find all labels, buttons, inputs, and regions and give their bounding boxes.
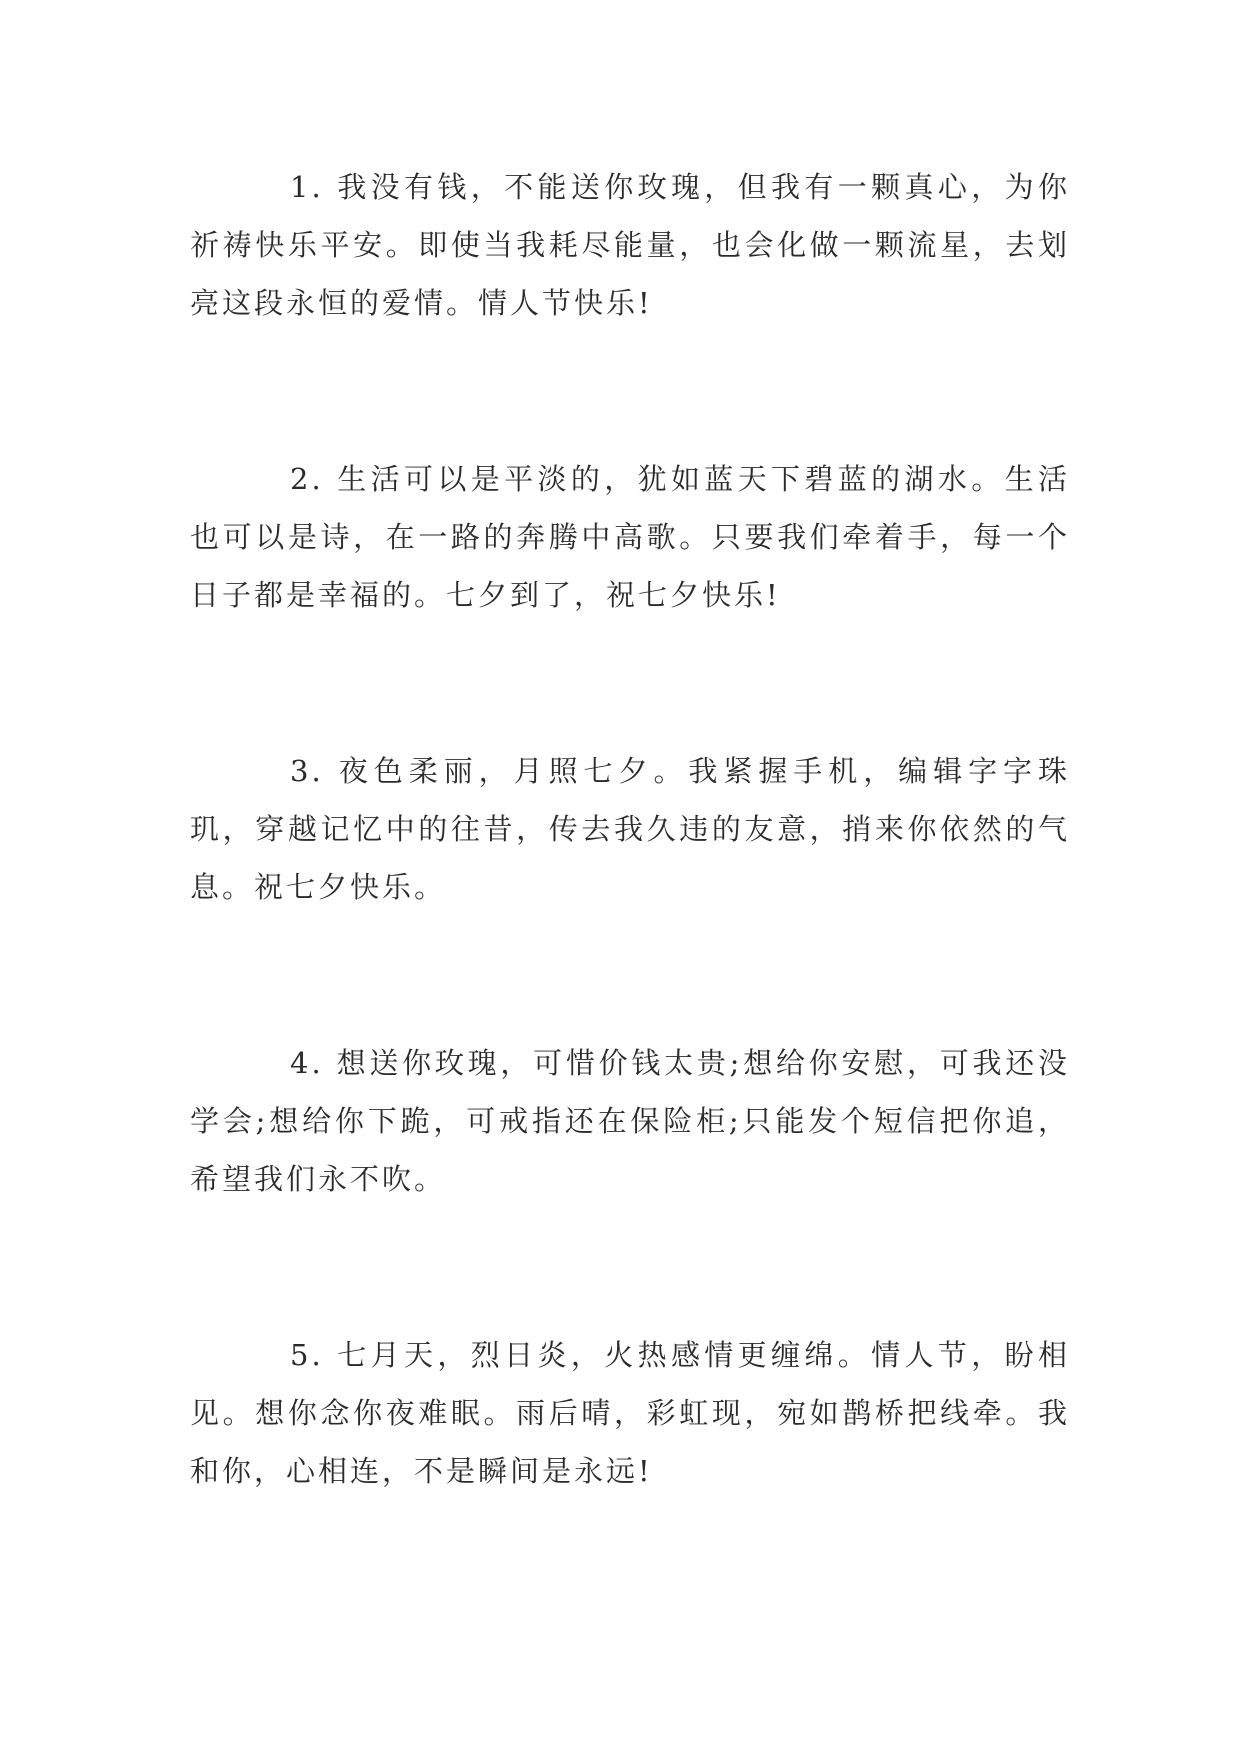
paragraph-2: 2. 生活可以是平淡的，犹如蓝天下碧蓝的湖水。生活也可以是诗，在一路的奔腾中高歌。只要我们牵着手，每一个日子都是幸福的。七夕到了，祝七夕快乐! [190,462,1070,612]
paragraph-3: 3. 夜色柔丽，月照七夕。我紧握手机，编辑字字珠玑，穿越记忆中的往昔，传去我久违的友意，捎来你依然的气息。祝七夕快乐。 [190,754,1070,904]
paragraph-1: 1. 我没有钱，不能送你玫瑰，但我有一颗真心，为你祈祷快乐平安。即使当我耗尽能量，也会化做一颗流星，去划亮这段永恒的爱情。情人节快乐! [190,170,1070,320]
paragraph-5: 5. 七月天，烈日炎，火热感情更缠绵。情人节，盼相见。想你念你夜难眠。雨后晴，彩虹现，宛如鹊桥把线牵。我和你，心相连，不是瞬间是永远! [190,1338,1070,1488]
paragraph-4: 4. 想送你玫瑰，可惜价钱太贵;想给你安慰，可我还没学会;想给你下跪，可戒指还在保险柜;只能发个短信把你追，希望我们永不吹。 [190,1046,1070,1196]
